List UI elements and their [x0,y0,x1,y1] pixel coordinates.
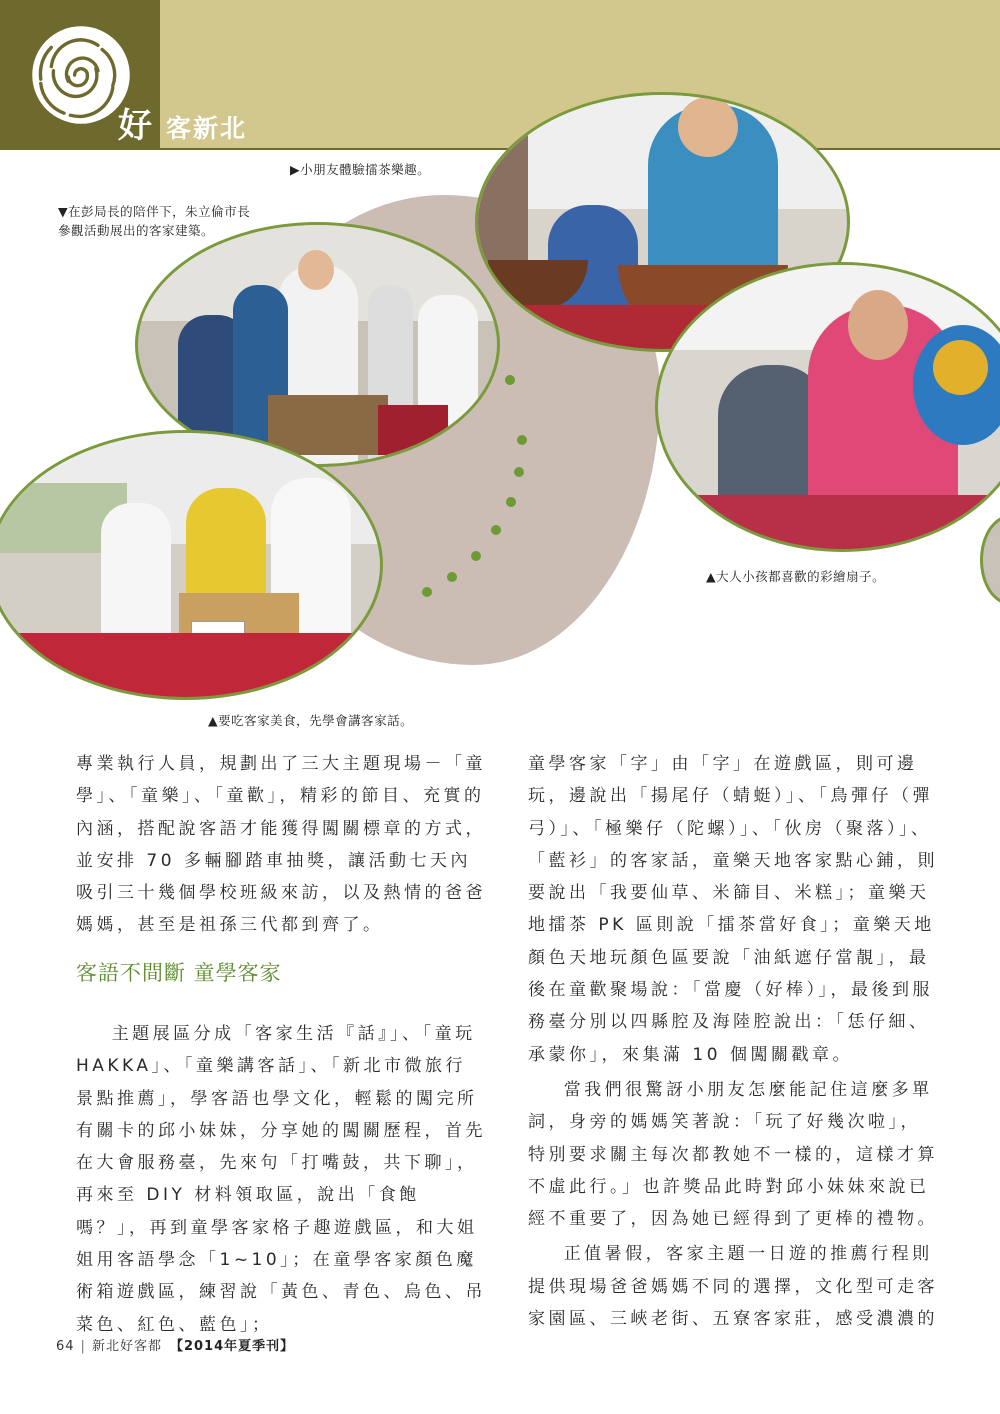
paragraph: 專業執行人員，規劃出了三大主題現場－「童學」、「童樂」、「童歡」，精彩的節目、充實的內涵，搭配說客語才能獲得闖關標章的方式，並安排 70 多輛腳踏車抽獎，讓活動七天內吸引三十幾個學校班級來訪，以及熱情的爸爸媽媽，甚至是祖孫三代都到齊了。 [76,754,486,936]
caption-mayor-line2: 參觀活動展出的客家建築。 [58,223,215,238]
article-right [528,748,938,1335]
paragraph: 正值暑假，客家主題一日遊的推薦行程則提供現場爸爸媽媽不同的選擇，文化型可走客家園區、三峽老街、五寮客家莊，感受濃濃的 [528,1244,938,1330]
caption-food: ▲要吃客家美食，先學會講客家話。 [208,713,414,728]
brand-hao: 好 [118,106,152,146]
caption-fan: ▲大人小孩都喜歡的彩繪扇子。 [706,569,886,584]
paragraph: 主題展區分成「客家生活『話』」、「童玩 HAKKA」、「童樂講客話」、「新北市微旅行景點推薦」，學客語也學文化，輕鬆的闖完所有關卡的邱小妹妹，分享她的闖關歷程，首先在大會服務臺，先來句「打嘴鼓，共下聊」，再來至 DIY 材料領取區，說出「食飽嗎？」，再到童學客家格子趣遊戲區，和大姐姐用客語學念「1~10」；在童學客家顏色魔術箱遊戲區，練習說「黃色、青色、烏色、吊菜色、紅色、藍色」； [76,1024,486,1335]
brand-title: 客新北 [166,114,248,143]
paragraph: 當我們很驚訝小朋友怎麼能記住這麼多單詞，身旁的媽媽笑著說：「玩了好幾次啦」，特別要求關主每次都教她不一樣的，這樣才算不虛此行。」也許獎品此時對邱小妹妹來說已經不重要了，因為她已經得到了更棒的禮物。 [528,1079,938,1230]
article-left-top [76,748,486,942]
article-left-bottom [76,1018,486,1341]
page-footer: 64 | 新北好客都 【2014年夏季刊】 [56,1339,295,1354]
caption-tea: ▶小朋友體驗擂茶樂趣。 [290,162,431,177]
caption-mayor-line1: ▼在彭局長的陪伴下，朱立倫市長 [58,204,251,219]
magazine-name: 新北好客都 [91,1339,162,1354]
section-heading: 客語不間斷 童學客家 [76,961,282,985]
photo-painted-fans [655,262,1000,552]
photo-food-stall [0,430,383,700]
page-number: 64 [56,1339,75,1354]
paragraph: 童學客家「字」由「字」在遊戲區，則可邊玩，邊說出「揚尾仔（蜻蜓）」、「鳥彈仔（彈弓）」、「極樂仔（陀螺）」、「伙房（聚落）」、「藍衫」的客家話，童樂天地客家點心鋪，則要說出「我要仙草、米篩目、米糕」；童樂天地擂茶 PK 區則說「擂茶當好食」；童樂天地顏色天地玩顏色區要說「油紙遮仔當靚」，最後在童歡聚場說：「當慶（好棒）」，最後到服務臺分別以四縣腔及海陸腔說出：「恁仔細、承蒙你」，來集滿 10 個闖關戳章。 [528,754,938,1065]
issue-label: 【2014年夏季刊】 [169,1339,295,1354]
